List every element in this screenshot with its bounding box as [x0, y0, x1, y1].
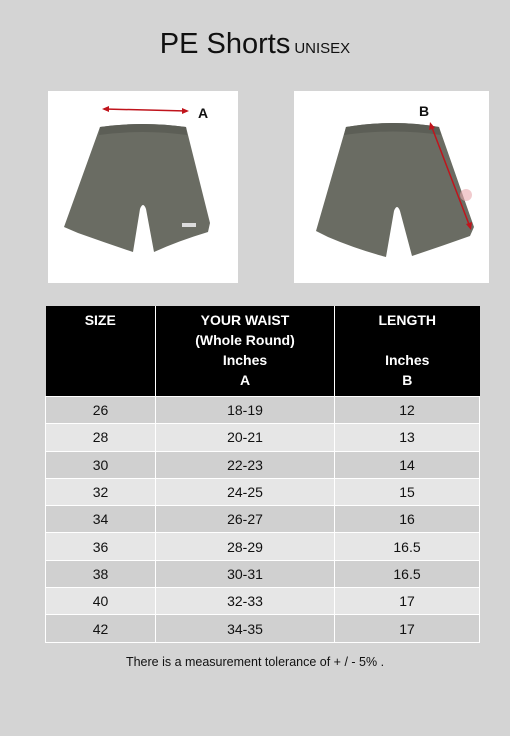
size-chart-table	[45, 306, 480, 643]
cell-size: 34	[46, 506, 156, 533]
label-a: A	[198, 105, 209, 121]
cell-size: 26	[46, 397, 156, 424]
table-header-row	[46, 306, 480, 397]
cell-waist: 30-31	[156, 560, 335, 587]
cell-size: 28	[46, 424, 156, 451]
header-waist	[156, 306, 335, 397]
title-sub: UNISEX	[294, 40, 351, 57]
table-row	[46, 506, 480, 533]
cell-waist: 18-19	[156, 397, 335, 424]
cell-length: 12	[335, 397, 480, 424]
table-row	[46, 588, 480, 615]
header-waist-line-3: Inches	[222, 352, 268, 368]
cell-length: 17	[335, 588, 480, 615]
cell-length: 16.5	[335, 533, 480, 560]
tolerance-note: There is a measurement tolerance of + / - 5% .	[125, 655, 385, 669]
cell-waist: 22-23	[156, 451, 335, 478]
cell-length: 15	[335, 478, 480, 505]
table-row	[46, 451, 480, 478]
header-length-line-3: Inches	[385, 352, 430, 368]
header-size-line: SIZE	[84, 312, 116, 328]
title-main: PE Shorts	[159, 28, 291, 60]
table-row	[46, 615, 480, 642]
cell-length: 16.5	[335, 560, 480, 587]
cell-size: 30	[46, 451, 156, 478]
header-size	[46, 306, 156, 397]
table-row	[46, 478, 480, 505]
cell-size: 38	[46, 560, 156, 587]
header-length-line-4: B	[402, 372, 413, 388]
cell-size: 40	[46, 588, 156, 615]
shorts-length-illustration	[294, 91, 489, 283]
page-title	[0, 28, 510, 61]
table-row	[46, 560, 480, 587]
shorts-photo-length	[294, 91, 489, 283]
header-waist-line-1: YOUR WAIST	[200, 312, 290, 328]
cell-size: 42	[46, 615, 156, 642]
table-row	[46, 533, 480, 560]
shorts-photo-waist	[48, 91, 238, 283]
cell-waist: 24-25	[156, 478, 335, 505]
cell-length: 14	[335, 451, 480, 478]
header-waist-line-4: A	[239, 372, 251, 388]
cell-waist: 32-33	[156, 588, 335, 615]
table-row	[46, 397, 480, 424]
cell-waist: 20-21	[156, 424, 335, 451]
cell-size: 32	[46, 478, 156, 505]
cell-waist: 28-29	[156, 533, 335, 560]
shorts-waist-illustration	[48, 91, 238, 283]
cell-size: 36	[46, 533, 156, 560]
label-b: B	[419, 103, 430, 119]
cell-length: 17	[335, 615, 480, 642]
header-length-line-1: LENGTH	[378, 312, 437, 328]
cell-waist: 34-35	[156, 615, 335, 642]
header-length-spacer	[335, 330, 480, 350]
cell-length: 16	[335, 506, 480, 533]
table-row	[46, 424, 480, 451]
cell-length: 13	[335, 424, 480, 451]
header-length	[335, 306, 480, 397]
header-waist-line-2: (Whole Round)	[195, 332, 295, 348]
cell-waist: 26-27	[156, 506, 335, 533]
